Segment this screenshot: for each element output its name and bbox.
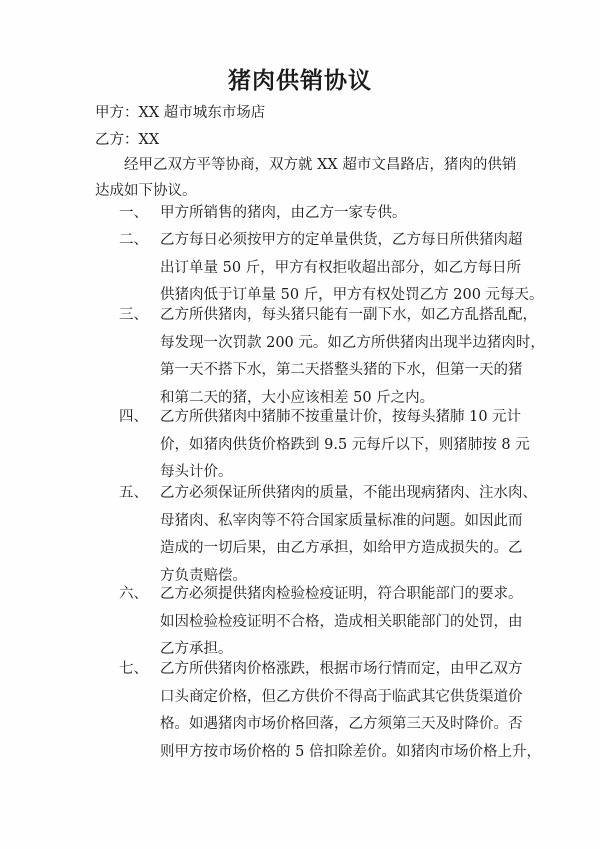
clause-number: 一、	[119, 205, 148, 221]
clause-line: 乙方所供猪肉价格涨跌，根据市场行情而定，由甲乙双方	[160, 661, 523, 677]
clause-body	[160, 200, 520, 228]
clause-line: 格。如遇猪肉市场价格回落，乙方须第三天及时降价。否	[160, 716, 523, 732]
clause-line: 如因检验检疫证明不合格，造成相关职能部门的处罚，由	[160, 613, 523, 630]
clause-line: 乙方必须保证所供猪肉的质量，不能出现病猪肉、注水肉、	[160, 485, 537, 501]
clause-body	[160, 227, 544, 310]
clause-number: 五、	[119, 485, 148, 501]
clause-body	[160, 404, 530, 487]
clause-line: 造成的一切后果，由乙方承担，如给甲方造成损失的。乙	[160, 540, 523, 556]
clause-line: 甲方所销售的猪肉，由乙方一家专供。	[160, 205, 407, 221]
clause-line: 第一天不搭下水，第二天搭整头猪的下水，但第一天的猪	[160, 362, 523, 378]
clause-body	[160, 480, 537, 590]
clause-line: 则甲方按市场价格的 5 倍扣除差价。如猪肉市场价格上升，	[160, 743, 541, 760]
clause-line: 乙方所供猪肉，每头猪只能有一副下水，如乙方乱搭乱配，	[160, 307, 537, 323]
clause-body	[160, 302, 545, 412]
clause-line: 方负责赔偿。	[160, 567, 247, 584]
clause-line: 价，如猪肉供货价格跌到 9.5 元每斤以下，则猪肺按 8 元	[160, 436, 530, 453]
clause-number: 四、	[119, 409, 148, 425]
clause-line: 口头商定价格，但乙方供价不得高于临武其它供货渠道价	[160, 688, 523, 705]
intro-line: 经甲乙双方平等协商，双方就 XX 超市文昌路店，猪肉的供销	[124, 157, 517, 173]
clause-number: 七、	[119, 661, 148, 677]
clause-number: 二、	[119, 232, 148, 248]
clause-line: 出订单量 50 斤，甲方有权拒收超出部分，如乙方每日所	[160, 259, 522, 276]
clause-line: 每头计价。	[160, 464, 233, 480]
clause-body	[160, 656, 541, 766]
clause-body	[160, 581, 523, 664]
clause-line: 乙方必须提供猪肉检验检疫证明，符合职能部门的要求。	[160, 586, 523, 602]
intro-paragraph	[95, 152, 515, 204]
intro-line: 达成如下协议。	[95, 183, 197, 199]
clause-line: 供猪肉低于订单量 50 斤，甲方有权处罚乙方 200 元每天。	[160, 287, 544, 303]
clause-line: 每发现一次罚款 200 元。如乙方所供猪肉出现半边猪肉时，	[160, 334, 545, 351]
clause-line: 乙方每日必须按甲方的定单量供货，乙方每日所供猪肉超	[160, 232, 523, 248]
document-title: 猪肉供销协议	[228, 67, 372, 94]
clause-line: 和第二天的猪，大小应该相差 50 斤之内。	[160, 389, 435, 406]
clause-line: 母猪肉、私宰肉等不符合国家质量标准的问题。如因此而	[160, 512, 523, 529]
party-b: 乙方：XX	[95, 132, 160, 148]
clause-number: 三、	[119, 307, 148, 323]
clause-line: 乙方承担。	[160, 641, 233, 657]
clause-number: 六、	[119, 586, 148, 602]
party-a: 甲方：XX 超市城东市场店	[95, 105, 266, 121]
clause-line: 乙方所供猪肉中猪肺不按重量计价，按每头猪肺 10 元计	[160, 409, 522, 425]
